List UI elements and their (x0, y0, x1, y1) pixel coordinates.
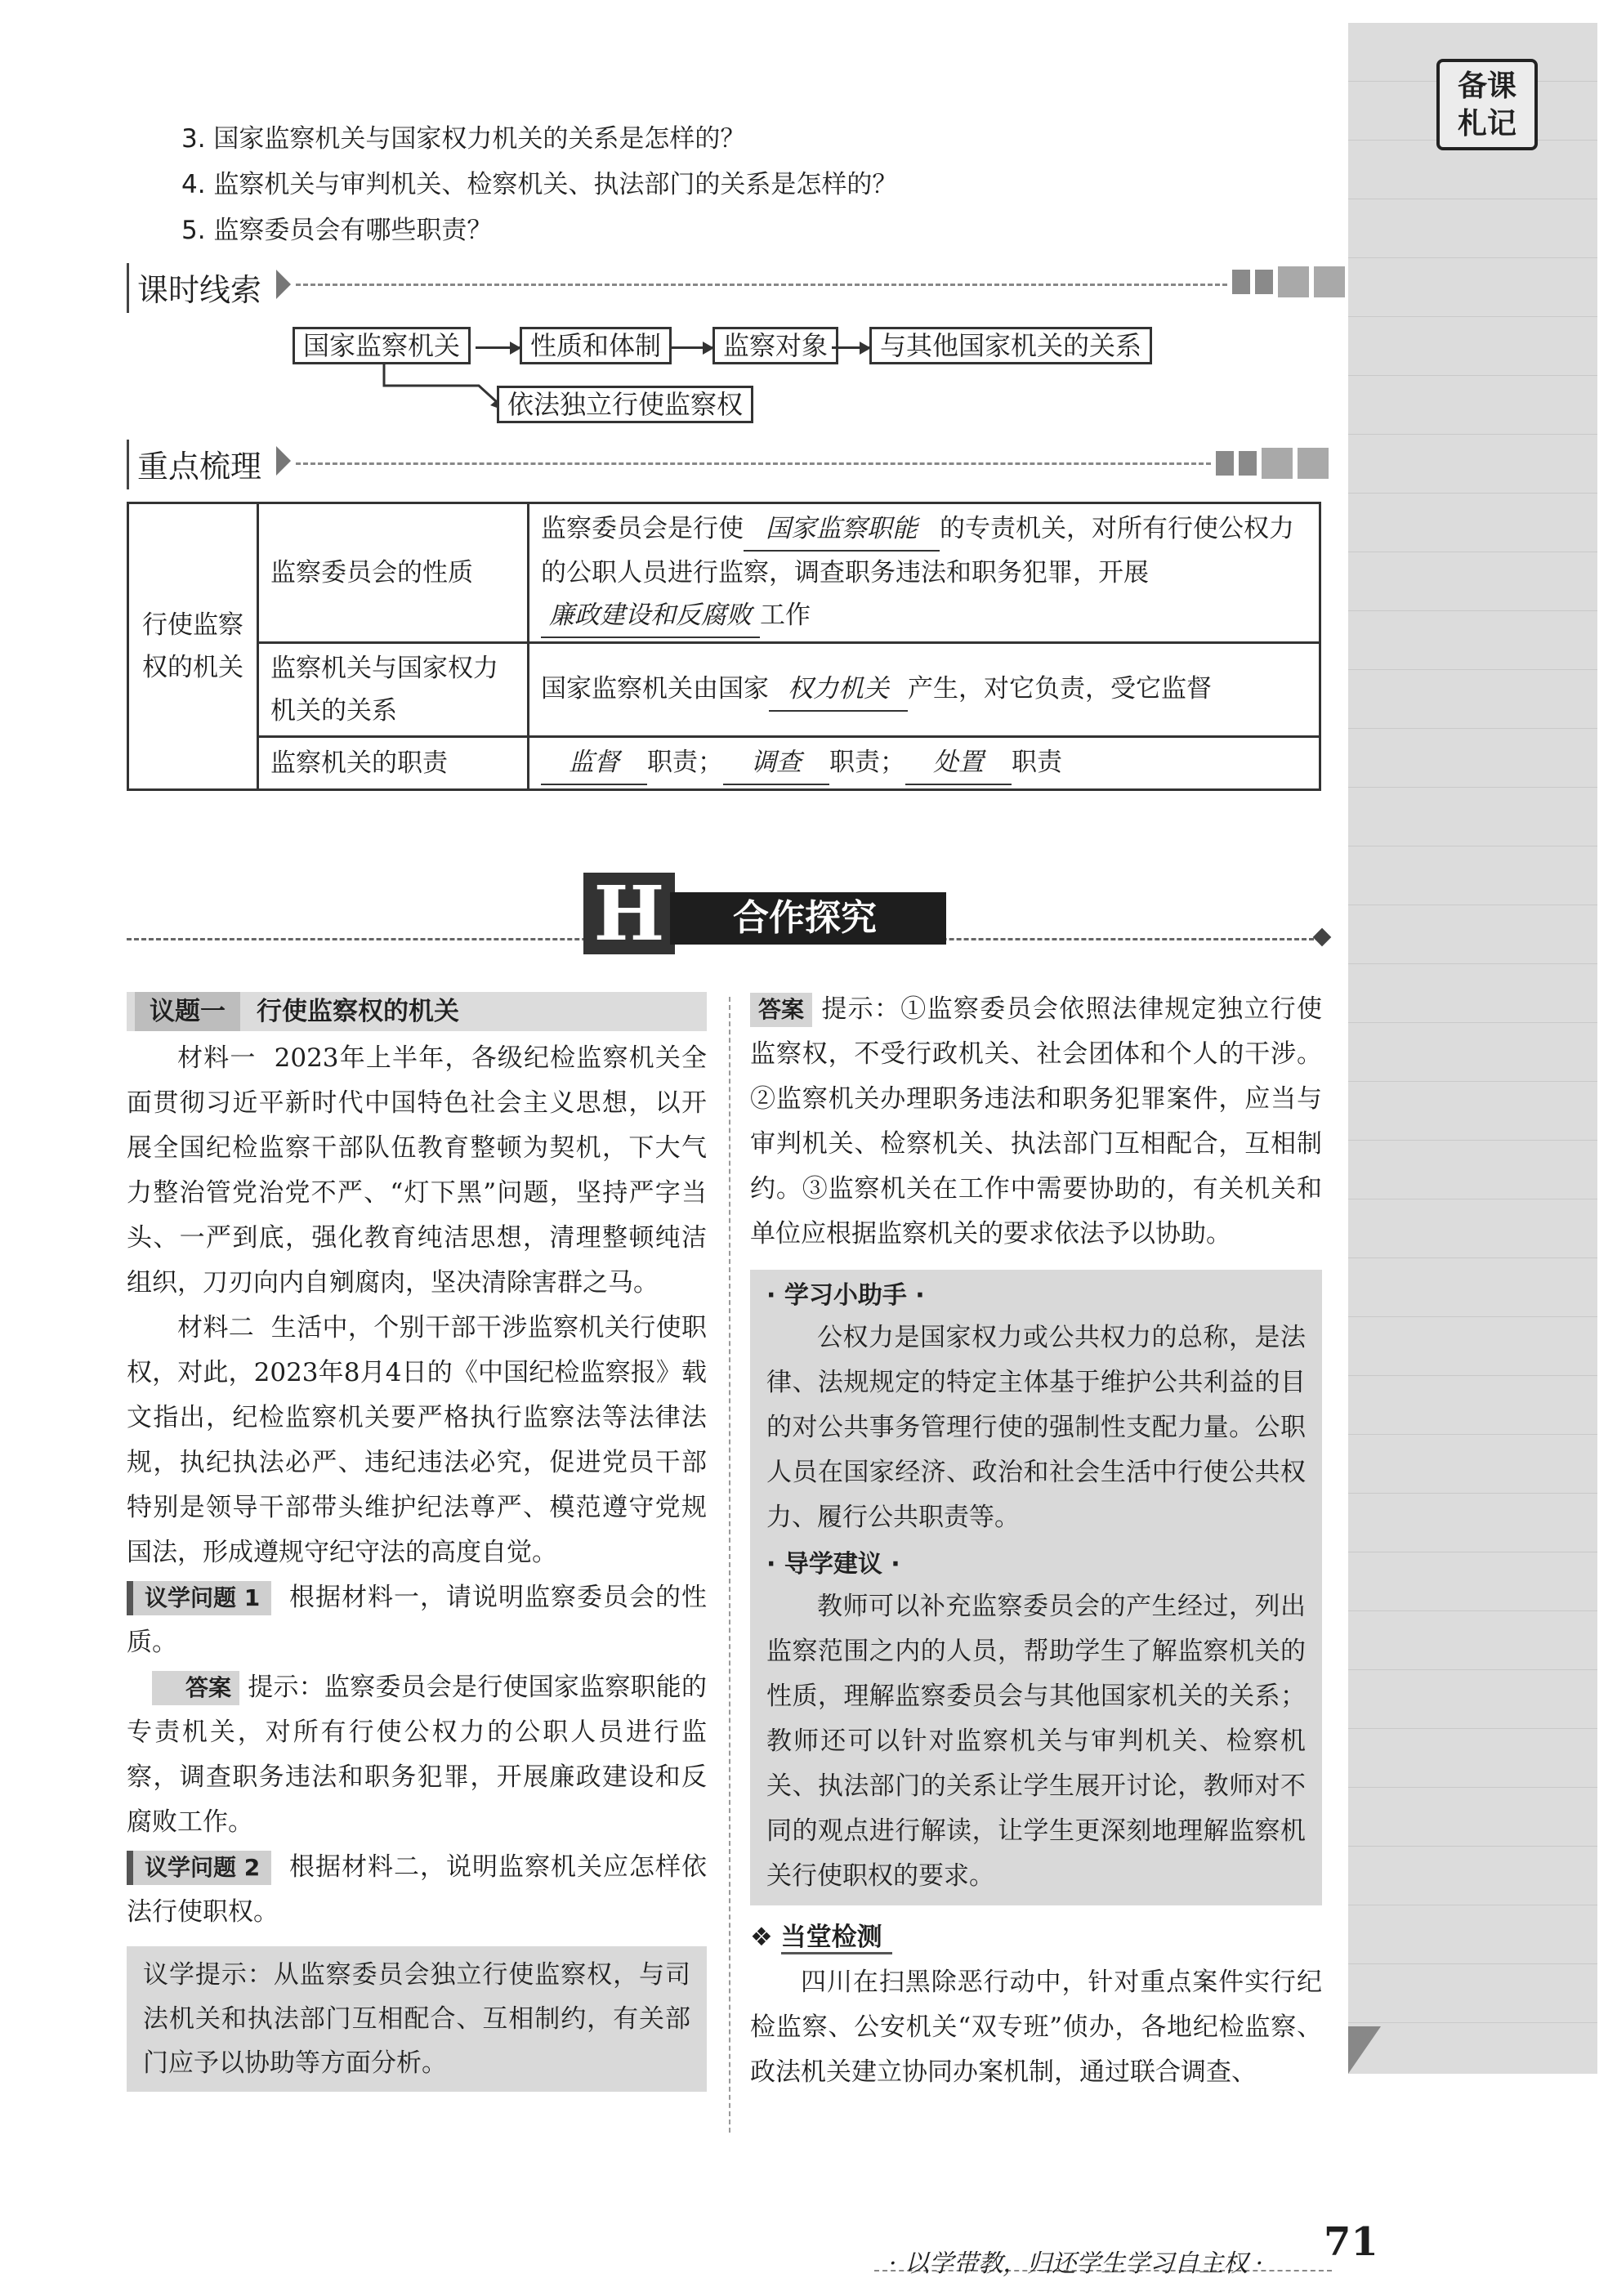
class-test-text: 四川在扫黑除恶行动中，针对重点案件实行纪检监察、公安机关“双专班”侦办，各地纪检监察、政法机关建立协同办案机制，通过联合调查、 (750, 1968, 1322, 2087)
answer-blank: 权力机关 (769, 668, 908, 712)
material-1: 材料一 2023年上半年，各级纪检监察机关全面贯彻习近平新时代中国特色社会主义思想，以开展全国纪检监察干部队伍教育整顿为契机，下大气力整治管党治党不严、“灯下黑”问题，坚持严字当头、一严到底，强化教育纯洁思想，清理整顿纯洁组织，刀刃向内自剜腐肉，坚决清除害群之马。 (127, 1043, 708, 1298)
section-arrow-icon (276, 446, 291, 476)
answer-2: 答案 提示：①监察委员会依照法律规定独立行使监察权，不受行政机关、社会团体和个人的干涉。②监察机关办理职务违法和职务犯罪案件，应当与审判机关、检察机关、执法部门互相配合，互相制约。③监察机关在工作中需要协助的，有关机关和单位应根据监察机关的要求依法予以协助。 (750, 994, 1322, 1249)
flow-box-objects: 监察对象 (712, 327, 838, 364)
left-column (127, 992, 707, 2092)
table-row-label: 监察机关与国家权力机关的关系 (258, 643, 529, 737)
section-blocks-decoration (1211, 448, 1329, 479)
question-3: 3. 国家监察机关与国家权力机关的关系是怎样的？ (181, 124, 746, 154)
table-row (128, 643, 1320, 737)
answer-blank: 国家监察职能 (744, 507, 940, 552)
guide-text: 教师可以补充监察委员会的产生经过，列出监察范围之内的人员，帮助学生了解监察机关的性质，理解监察委员会与其他国家机关的关系；教师还可以针对监察机关与审判机关、检察机关、执法部门的关系让学生展开讨论，教师对不同的观点进行解读，让学生更深刻地理解监察机关行使职权的要求。 (766, 1592, 1306, 1891)
notes-label-line-1: 备课 (1457, 69, 1516, 103)
right-column (750, 987, 1322, 2095)
key-points-table (127, 502, 1321, 791)
learning-helper-title: · 学习小助手 · (766, 1281, 925, 1310)
issue-tag: 议题一 (135, 992, 240, 1031)
notes-label (1436, 59, 1538, 150)
page-number: 71 (1324, 2219, 1378, 2265)
table-row (128, 737, 1320, 790)
diamond-icon: ❖ (750, 1923, 773, 1952)
hint-box: 议学提示：从监察委员会独立行使监察权，与司法机关和执法部门互相配合、互相制约，有关部门应予以协助等方面分析。 (127, 1946, 707, 2092)
section-blocks-decoration (1227, 266, 1345, 297)
answer-blank: 调查 (723, 741, 829, 785)
notes-column (1348, 23, 1597, 2074)
table-row-content: 监察委员会是行使 国家监察职能 的专责机关，对所有行使公权力的公职人员进行监察，调查职务违法和职务犯罪，开展廉政建设和反腐败 工作 (529, 503, 1320, 643)
learning-helper-box (750, 1270, 1322, 1905)
section-title-clue: 课时线索 (127, 263, 273, 313)
footer-motto: · 以学带教，归还学生学习自主权 · (889, 2249, 1264, 2278)
class-test-heading (750, 1915, 1322, 1960)
notes-label-line-2: 札记 (1457, 106, 1516, 141)
section-arrow-icon (276, 270, 291, 299)
section-divider (296, 462, 1211, 465)
answer-blank: 廉政建设和反腐败 (541, 594, 760, 638)
question-1: 议学问题 1 根据材料一，请说明监察委员会的性质。 (127, 1583, 707, 1657)
page-fold-decoration (1348, 2026, 1381, 2074)
flow-arrow (670, 346, 712, 349)
answer-blank: 处置 (905, 741, 1012, 785)
column-divider (729, 997, 730, 2133)
question-tag: 议学问题 2 (127, 1851, 271, 1885)
issue-title: 行使监察权的机关 (257, 997, 459, 1026)
banner-title: 合作探究 (670, 892, 946, 945)
question-tag: 议学问题 1 (127, 1581, 271, 1615)
material-2: 材料二 生活中，个别干部干涉监察机关行使职权，对此，2023年8月4日的《中国纪检监察报》载文指出，纪检监察机关要严格执行监察法等法律法规，执纪执法必严、违纪违法必究，促进党员干部特别是领导干部带头维护纪法尊严、模范遵守党规国法，形成遵规守纪守法的高度自觉。 (127, 1313, 707, 1567)
guide-title: · 导学建议 · (766, 1550, 900, 1579)
table-group-cell: 行使监察权的机关 (128, 503, 258, 790)
flow-box-start: 国家监察机关 (293, 327, 471, 364)
flow-box-relations: 与其他国家机关的关系 (869, 327, 1152, 364)
table-row-content: 监督 职责； 调查 职责； 处置 职责 (529, 737, 1320, 790)
flow-arrow (832, 346, 869, 349)
answer-tag: 答案 (152, 1671, 239, 1705)
answer-1: 答案 提示：监察委员会是行使国家监察职能的专责机关，对所有行使公权力的公职人员进行监察，调查职务违法和职务犯罪，开展廉政建设和反腐败工作。 (127, 1673, 707, 1837)
issue-heading (127, 992, 707, 1031)
table-row-label: 监察委员会的性质 (258, 503, 529, 643)
question-2: 议学问题 2 根据材料二，说明监察机关应怎样依法行使职权。 (127, 1852, 707, 1927)
flow-box-nature: 性质和体制 (520, 327, 672, 364)
section-divider (296, 284, 1227, 286)
banner-letter: H (583, 873, 675, 954)
class-test-title: 当堂检测 (781, 1923, 892, 1954)
answer-tag: 答案 (750, 993, 812, 1027)
banner-diamond-icon (1313, 928, 1332, 947)
question-5: 5. 监察委员会有哪些职责？ (181, 216, 493, 245)
table-row-label: 监察机关的职责 (258, 737, 529, 790)
table-row (128, 503, 1320, 643)
flow-branch-arrow (382, 364, 505, 413)
question-4: 4. 监察机关与审判机关、检察机关、执法部门的关系是怎样的？ (181, 170, 898, 199)
flow-arrow (476, 346, 520, 349)
section-title-key: 重点梳理 (127, 440, 273, 489)
answer-blank: 监督 (541, 741, 647, 785)
table-row-content: 国家监察机关由国家 权力机关 产生，对它负责，受它监督 (529, 643, 1320, 737)
flow-box-independent: 依法独立行使监察权 (497, 386, 753, 423)
learning-helper-text: 公权力是国家权力或公共权力的总称，是法律、法规规定的特定主体基于维护公共利益的目的对公共事务管理行使的强制性支配力量。公职人员在国家经济、政治和社会生活中行使公共权力、履行公共职责等。 (766, 1323, 1306, 1532)
